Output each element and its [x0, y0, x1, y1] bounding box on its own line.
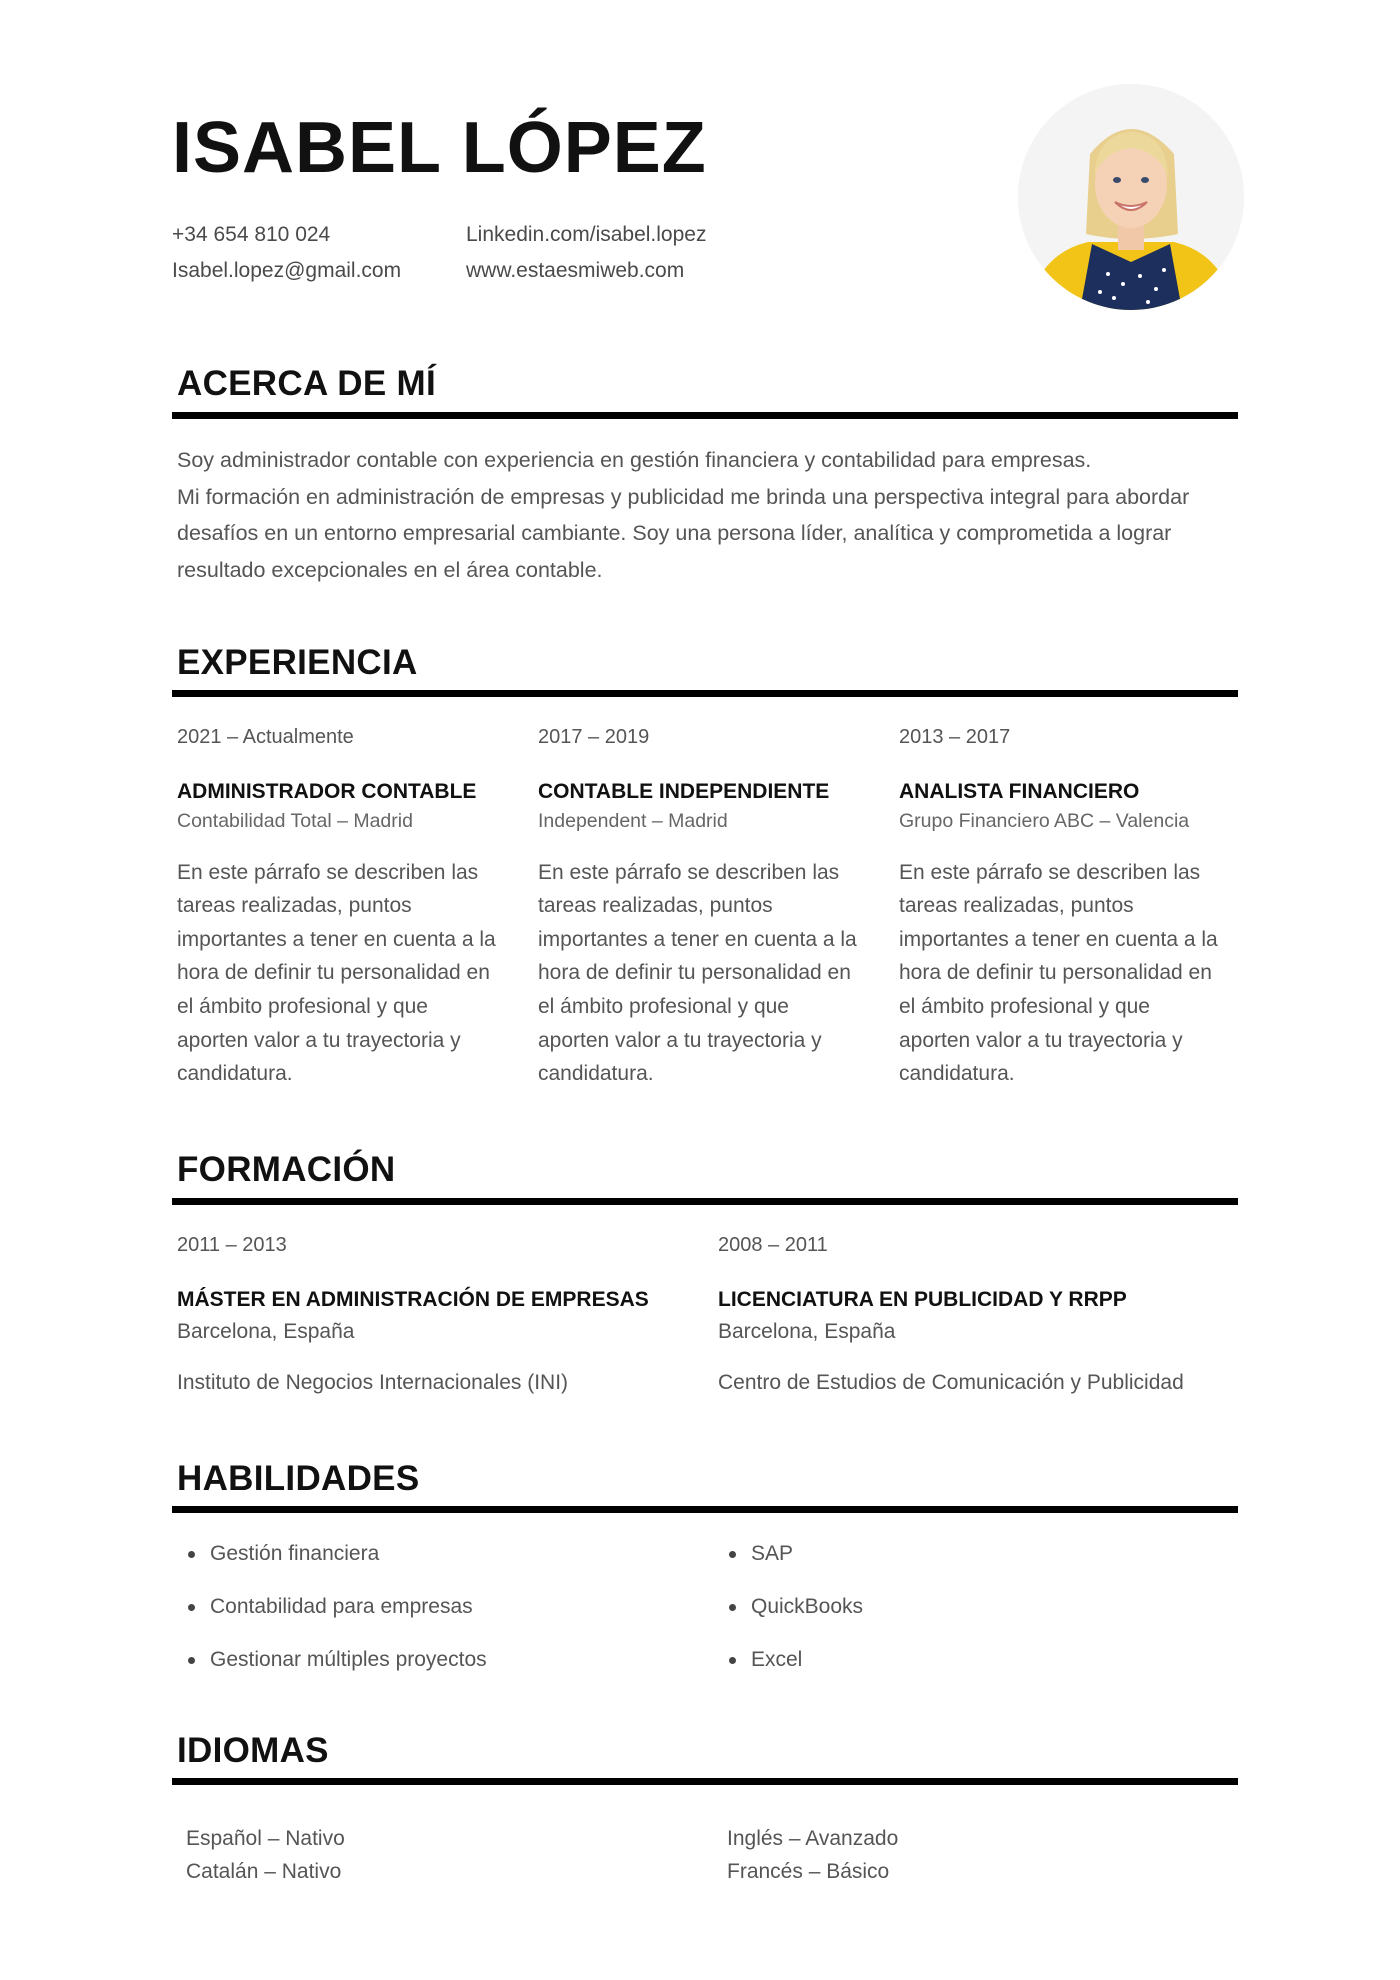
skill-item: Excel [727, 1647, 863, 1700]
education-item [718, 1235, 1218, 1396]
about-line-1: Soy administrador contable con experiencia en gestión financiera y contabilidad para empresas. [177, 448, 1092, 472]
education-school: Centro de Estudios de Comunicación y Publicidad [718, 1371, 1184, 1395]
skill-item: Gestión financiera [186, 1541, 487, 1594]
experience-item [899, 727, 1219, 1091]
education-school: Instituto de Negocios Internacionales (INI) [177, 1371, 569, 1395]
profile-photo [1018, 84, 1244, 310]
experience-date: 2013 – 2017 [899, 726, 1011, 748]
education-section-title: FORMACIÓN [177, 1150, 396, 1189]
education-date: 2008 – 2011 [718, 1234, 828, 1256]
about-line-2: Mi formación en administración de empresas y publicidad me brinda una perspectiva integral para abordar desafíos en un entorno empresarial cambiante. Soy una persona líder, analítica y comprometida a lograr resultado excepcionales en el área contable. [177, 484, 1190, 582]
experience-description: En este párrafo se describen las tareas realizadas, puntos importantes a tener en cuenta a la hora de definir tu personalidad en el ámbito profesional y que aporten valor a tu trayectoria y candidatura. [177, 860, 496, 1086]
experience-description: En este párrafo se describen las tareas realizadas, puntos importantes a tener en cuenta a la hora de definir tu personalidad en el ámbito profesional y que aporten valor a tu trayectoria y candidatura. [538, 860, 857, 1086]
about-section-title: ACERCA DE MÍ [177, 364, 436, 403]
experience-company: Independent – Madrid [538, 810, 728, 833]
email-text: Isabel.lopez@gmail.com [172, 259, 402, 282]
skills-list-left [186, 1541, 487, 1700]
contact-column-left [172, 217, 401, 289]
website-text: www.estaesmiweb.com [466, 259, 685, 282]
experience-item [538, 727, 858, 1091]
experience-date: 2017 – 2019 [538, 726, 650, 748]
skills-section-title: HABILIDADES [177, 1459, 420, 1498]
experience-company: Contabilidad Total – Madrid [177, 810, 413, 833]
education-item [177, 1235, 677, 1396]
languages-section-divider [172, 1778, 1238, 1785]
experience-item [177, 727, 497, 1091]
language-item: Catalán – Nativo [186, 1860, 342, 1883]
experience-date: 2021 – Actualmente [177, 726, 354, 748]
education-place: Barcelona, España [718, 1320, 896, 1344]
skill-item: Gestionar múltiples proyectos [186, 1647, 487, 1700]
language-item: Inglés – Avanzado [727, 1827, 899, 1850]
skills-section-divider [172, 1506, 1238, 1513]
linkedin-text: Linkedin.com/isabel.lopez [466, 223, 707, 246]
experience-description: En este párrafo se describen las tareas realizadas, puntos importantes a tener en cuenta a la hora de definir tu personalidad en el ámbito profesional y que aporten valor a tu trayectoria y candidatura. [899, 860, 1218, 1086]
experience-company: Grupo Financiero ABC – Valencia [899, 810, 1190, 833]
about-section-divider [172, 412, 1238, 419]
skill-item: SAP [727, 1541, 863, 1594]
skills-list-right [727, 1541, 863, 1700]
language-item: Español – Nativo [186, 1827, 345, 1850]
education-section-divider [172, 1198, 1238, 1205]
languages-list-left [186, 1822, 345, 1888]
skill-item: QuickBooks [727, 1594, 863, 1647]
experience-role: ADMINISTRADOR CONTABLE [177, 780, 477, 803]
experience-section-divider [172, 690, 1238, 697]
skill-item: Contabilidad para empresas [186, 1594, 487, 1647]
profile-photo-illustration [1018, 84, 1244, 310]
contact-column-right [466, 217, 706, 289]
education-degree: LICENCIATURA EN PUBLICIDAD Y RRPP [718, 1288, 1127, 1311]
languages-list-right [727, 1822, 898, 1888]
about-text [177, 442, 1237, 588]
experience-role: ANALISTA FINANCIERO [899, 780, 1140, 803]
phone-text: +34 654 810 024 [172, 223, 331, 246]
experience-role: CONTABLE INDEPENDIENTE [538, 780, 830, 803]
languages-section-title: IDIOMAS [177, 1731, 329, 1770]
experience-section-title: EXPERIENCIA [177, 643, 418, 682]
education-place: Barcelona, España [177, 1320, 355, 1344]
candidate-name: ISABEL LÓPEZ [172, 108, 707, 188]
language-item: Francés – Básico [727, 1860, 890, 1883]
education-degree: MÁSTER EN ADMINISTRACIÓN DE EMPRESAS [177, 1288, 649, 1311]
education-date: 2011 – 2013 [177, 1234, 287, 1256]
